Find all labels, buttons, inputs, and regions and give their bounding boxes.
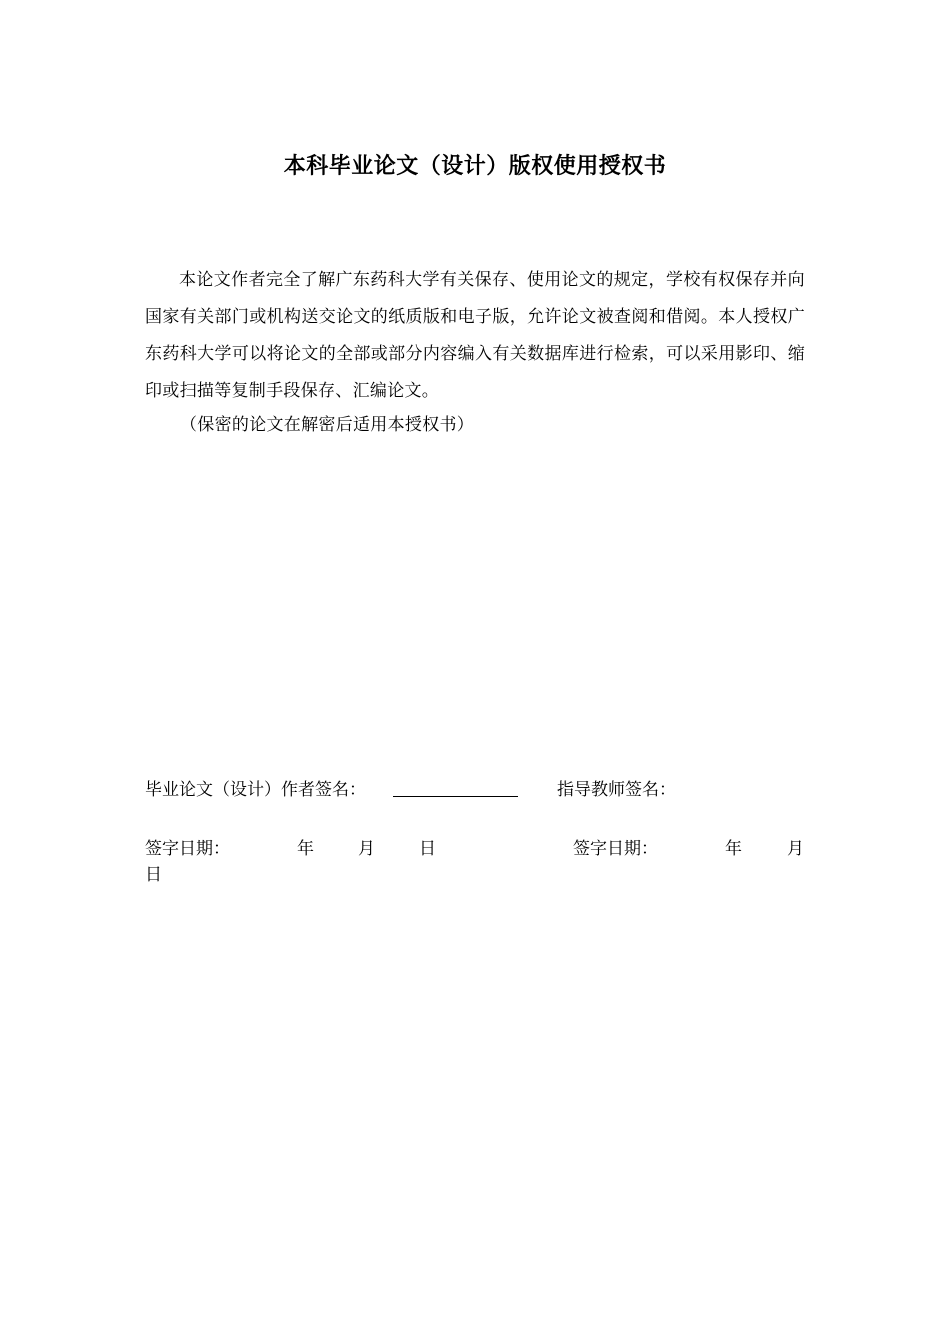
- confidential-note: （保密的论文在解密后适用本授权书）: [180, 415, 475, 435]
- author-date-year: 年: [297, 839, 314, 859]
- advisor-date-month: 月: [787, 839, 804, 859]
- authorization-paragraph: 本论文作者完全了解广东药科大学有关保存、使用论文的规定，学校有权保存并向国家有关部门或机构送交论文的纸质版和电子版，允许论文被查阅和借阅。本人授权广东药科大学可以将论文的全部或部分内容编入有关数据库进行检索，可以采用影印、缩印或扫描等复制手段保存、汇编论文。: [145, 270, 805, 401]
- advisor-date-day: 日: [145, 865, 162, 885]
- page-title: 本科毕业论文（设计）版权使用授权书: [283, 154, 667, 179]
- signature-row: [145, 774, 805, 806]
- author-date-label: 签字日期：: [145, 839, 230, 859]
- author-signature-label: 毕业论文（设计）作者签名：: [145, 780, 366, 800]
- advisor-date-year: 年: [725, 839, 742, 859]
- author-date-month: 月: [358, 839, 375, 859]
- advisor-date-label: 签字日期：: [573, 839, 658, 859]
- advisor-signature-label: 指导教师签名：: [557, 780, 676, 800]
- author-signature-line[interactable]: [393, 796, 518, 797]
- author-date-day: 日: [419, 839, 436, 859]
